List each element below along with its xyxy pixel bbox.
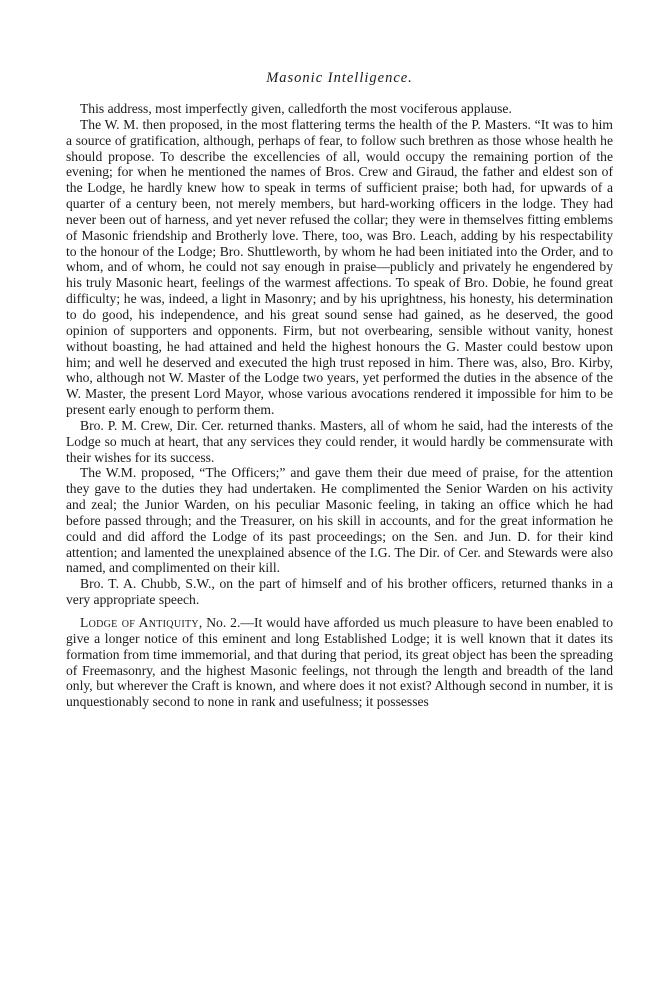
running-head: Masonic Intelligence. [266,70,413,86]
paragraph-lodge-of-antiquity [66,615,613,710]
lodge-antiquity-text: , No. 2.—It would have afforded us much pleasure to have been enabled to give a longer notice of this eminent and long Established Lodge; it is well known that it dates its formation from time immemorial, and that during that period, its great object has been the spreading of Freemasonry, and the highest Masonic feelings, not through the length and breadth of the land only, but wherever the Craft is known, and where does it not exist? Although second in number, it is unquestionably second to none in rank and usefulness; it possesses [66,615,614,710]
paragraph-chubb-reply: Bro. T. A. Chubb, S.W., on the part of himself and of his brother officers, returned thanks in a very appropriate speech. [66,576,613,608]
paragraph-applause: This address, most imperfectly given, calledforth the most vociferous applause. [80,101,512,116]
lodge-name-lead: Lodge of Antiquity [80,615,199,630]
paragraph-past-masters-toast: The W. M. then proposed, in the most flattering terms the health of the P. Masters. “It was to him a source of gratification, although, perhaps of fear, to follow such brethren as those whose health he should propose. To describe the excellencies of all, would occupy the remaining portion of the evening; for when he mentioned the names of Bros. Crew and Giraud, the father and eldest son of the Lodge, he hardly knew how to speak in terms of sufficient praise; both had, for upwards of a quarter of a century been, not merely members, but hard-working officers in the lodge. They had never been out of harness, and yet never refused the collar; they were in themselves fitting emblems of Masonic friendship and Brotherly love. There, too, was Bro. Leach, adding by his respectability to the honour of the Lodge; Bro. Shuttleworth, by whom he had been initiated into the Order, and to whom, and of whom, he could not say enough in praise—publicly and privately he engendered by his truly Masonic heart, feelings of the warmest affections. To speak of Bro. Dobie, he found great difficulty; he was, indeed, a light in Masonry; and by his uprightness, his honesty, his determination to do good, his independence, and his great sound sense had gained, as he deserved, the good opinion of supporters and opponents. Firm, but not overbearing, sensible without vanity, honest without boasting, he had attained and held the highest honours the G. Master could bestow upon him; and well he deserved and executed the high trust reposed in him. There was, also, Bro. Kirby, who, although not W. Master of the Lodge two years, yet performed the duties in the absence of the W. Master, the present Lord Mayor, whose various avocations rendered it impossible for him to be present early enough to perform them. [66,116,613,418]
paragraph-crew-reply: Bro. P. M. Crew, Dir. Cer. returned thanks. Masters, all of whom he said, had the interests of the Lodge so much at heart, that any services they could render, it would hardly be commensurate with their wishes for its success. [66,417,613,465]
paragraph-officers-toast: The W.M. proposed, “The Officers;” and gave them their due meed of praise, for the attention they gave to the duties they had undertaken. He complimented the Senior Warden on his activity and zeal; the Junior Warden, on his peculiar Masonic feeling, in taking an office which he had before passed through; and the Treasurer, on his skill in accounts, and for the great information he could and did afford the Lodge of its past proceedings; on the Sen. and Jun. D. for their kind attention; and lamented the unexplained absence of the I.G. The Dir. of Cer. and Stewards were also named, and complimented on their kill. [66,465,613,576]
